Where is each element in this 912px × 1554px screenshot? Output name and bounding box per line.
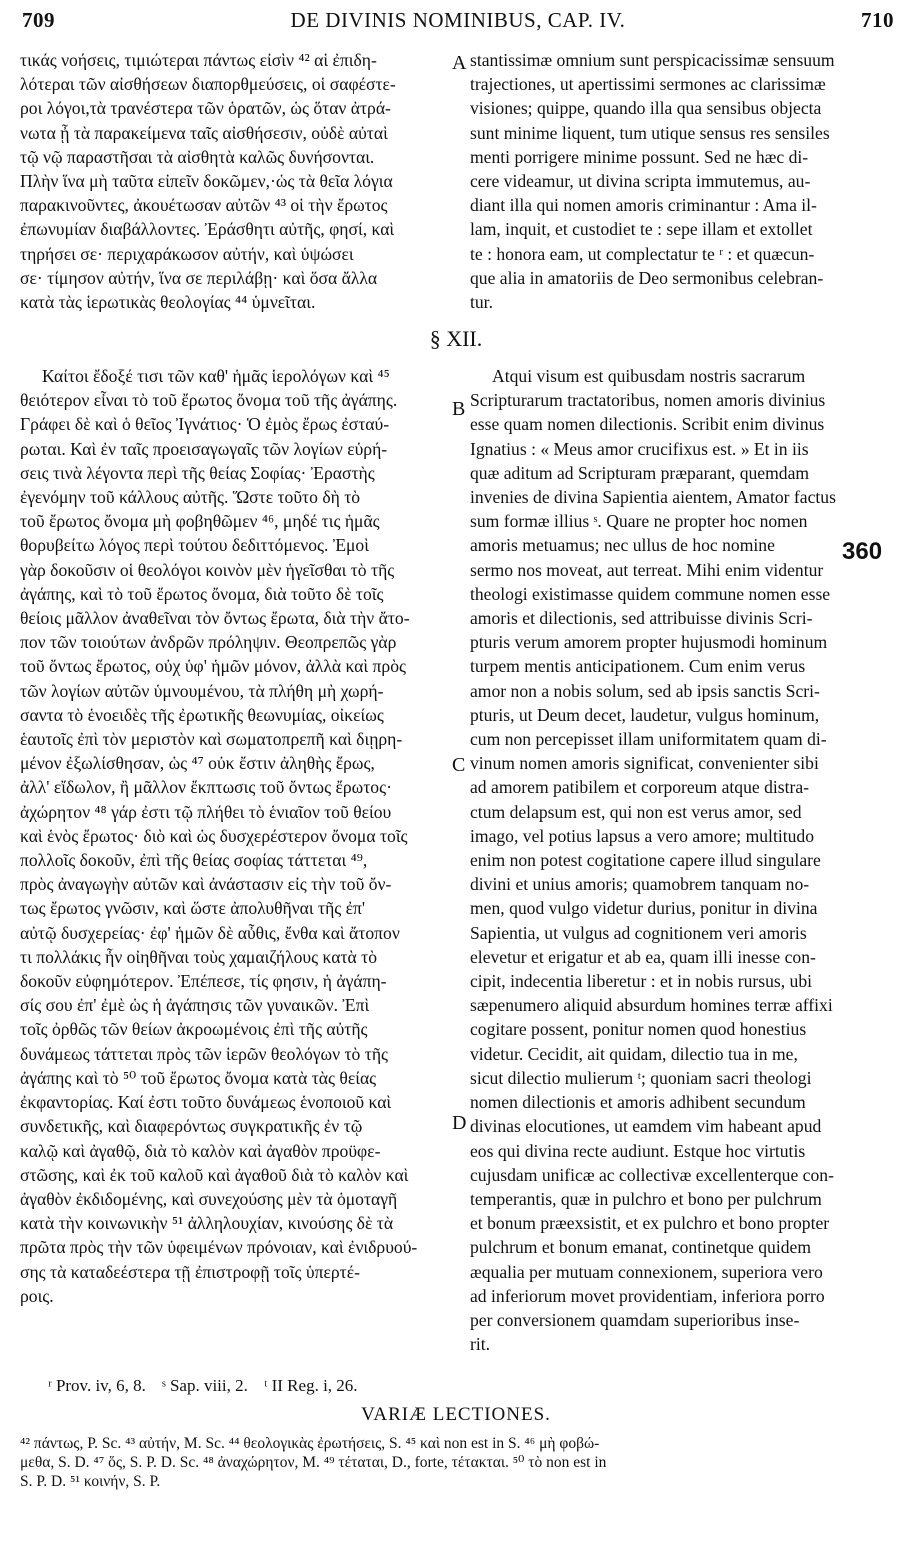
text-line: divini et unius amoris; quamobrem tanquam no- <box>470 874 810 895</box>
text-line: enim non potest cogitatione capere illud singulare <box>470 850 821 871</box>
text-line: amoris et dilectionis, sed attribuisse divinis Scri- <box>470 608 813 629</box>
text-line: κατὰ τὰς ἱερωτικὰς θεολογίας ⁴⁴ ὑμνεῖται. <box>20 292 316 313</box>
text-line: turpem mentis anticipationem. Cum enim verus <box>470 656 806 677</box>
footnote: ˢ Sap. viii, 2. <box>162 1376 248 1395</box>
text-line: que alia in amatoriis de Deo sermonibus celebran- <box>470 267 824 288</box>
text-line: vinum nomen amoris significat, convenienter sibi <box>470 753 819 774</box>
text-line: quæ aditum ad Scripturam præparant, quemdam <box>470 462 810 483</box>
text-line: per conversionem quamdam superioribus inse- <box>470 1309 800 1330</box>
text-line: pturis, ut Deum decet, laudetur, vulgus hominum, <box>470 704 820 725</box>
greek-column-top <box>20 48 450 318</box>
text-line: ἀλλ' εἴδωλον, ἢ μᾶλλον ἔκπτωσις τοῦ ὄντως ἔρωτος· <box>20 777 392 798</box>
text-line: æqualia per mutuam connexionem, superiora vero <box>470 1261 823 1282</box>
text-line: πολλοῖς δοκοῦν, ἐπὶ τῆς θείας σοφίας τάττεται ⁴⁹, <box>20 850 368 871</box>
text-line: σίς σου ἐπ' ἐμὲ ὡς ἡ ἀγάπησις τῶν γυναικῶν. Ἐπὶ <box>20 995 370 1016</box>
text-line: τοῦ ὄντως ἔρωτος, οὐχ ὑφ' ἡμῶν μόνον, ἀλλὰ καὶ πρὸς <box>20 656 406 677</box>
text-line: σαντα τὸ ἑνοειδὲς τῆς ἐρωτικῆς θεωνυμίας, οἰκείως <box>20 704 384 725</box>
text-line: esse quam nomen dilectionis. Scribit enim divinus <box>470 414 825 435</box>
text-line: στῶσης, καὶ ἐκ τοῦ καλοῦ καὶ ἀγαθοῦ διὰ τὸ καλὸν καὶ <box>20 1164 409 1185</box>
text-line: ctum delapsum est, qui non est verus amor, sed <box>470 801 802 822</box>
text-line: λότεραι τῶν αἰσθήσεων διαπορθμεύσεις, οἱ σαφέστε- <box>20 74 396 95</box>
text-line: Ignatius : « Meus amor crucifixus est. » Et in iis <box>470 438 809 459</box>
text-line: lam, inquit, et custodiet te : sepe illam et extollet <box>470 219 813 240</box>
text-line: γὰρ δοκοῦσιν οἱ θεολόγοι κοινὸν μὲν ἡγεῖσθαι τὸ τῆς <box>20 559 395 580</box>
text-line: δυνάμεως τάττεται πρὸς τῶν ἱερῶν θεολόγων τὸ τῆς <box>20 1043 388 1064</box>
text-line: diant illa qui nomen amoris criminantur : Ama il- <box>470 195 817 216</box>
text-line: te : honora eam, ut complectatur te ʳ : et quæcun- <box>470 243 815 264</box>
text-line: cum non percepisset illam uniformitatem quam di- <box>470 729 827 750</box>
text-line: amoris metuamus; nec ullus de hoc nomine <box>470 535 775 556</box>
text-line: τικάς νοήσεις, τιμιώτεραι πάντως εἰσὶν ⁴² αἱ ἐπιδη- <box>20 50 377 70</box>
text-line: ἑαυτοῖς ἐπὶ τὸν μεριστὸν καὶ σωματοπρεπῆ καὶ διῃρη- <box>20 729 403 750</box>
text-line: sermo nos moveat, aut terreat. Mihi enim videntur <box>470 559 824 580</box>
text-line: cipit, indecentia liberetur : et in nobis rursus, ubi <box>470 971 813 992</box>
text-line: πον τῶν τοιούτων ἀνδρῶν πρόληψιν. Θεοπρεπῶς γὰρ <box>20 632 397 653</box>
text-line: elevetur et erigatur et ab ea, quam illi inesse con- <box>470 946 816 967</box>
text-line: eos qui divina recte audiunt. Estque hoc virtutis <box>470 1140 806 1161</box>
text-line: ἀγάπης καὶ τὸ ⁵⁰ τοῦ ἔρωτος ὄνομα κατὰ τὰς θείας <box>20 1067 377 1088</box>
text-line: men, quod vulgo videtur durius, ponitur in divina <box>470 898 818 919</box>
text-line: καὶ ἑνὸς ἔρωτος· διὸ καὶ ὡς δυσχερέστερον ὄνομα τοῖς <box>20 825 408 846</box>
text-line: ἐγενόμην τοῦ κάλλους αὐτῆς. Ὥστε τοῦτο δὴ τὸ <box>20 487 361 508</box>
text-line: Πλὴν ἵνα μὴ ταῦτα εἰπεῖν δοκῶμεν,·ὡς τὰ θεῖα λόγια <box>20 171 393 192</box>
text-line: videtur. Cecidit, ait quidam, dilectio tua in me, <box>470 1043 798 1064</box>
text-line: δοκοῦν εὐφημότερον. Ἐπέπεσε, τίς φησιν, ἡ ἀγάπη- <box>20 971 387 992</box>
margin-letter-d: D <box>452 1112 467 1134</box>
text-line: σης τὰ καταδεέστερα τῇ ἐπιστροφῇ τοῖς ὑπερτέ- <box>20 1261 360 1282</box>
text-line: τοῖς ὀρθῶς τῶν θείων ἀκροωμένοις ἐπὶ τῆς αὐτῆς <box>20 1019 368 1040</box>
text-line: παρακινοῦντες, ἀκουέτωσαν αὐτῶν ⁴³ οἱ τὴν ἔρωτος <box>20 195 388 216</box>
text-line: pulchrum et bonum emanat, continetque quidem <box>470 1237 812 1258</box>
page-number-left: 709 <box>22 8 55 32</box>
text-line: stantissimæ omnium sunt perspicacissimæ sensuum <box>470 50 835 70</box>
text-line: πρῶτα πρὸς τὴν τῶν ὑφειμένων πρόνοιαν, καὶ ἐνιδρυού- <box>20 1237 418 1258</box>
variant-readings <box>20 1434 890 1491</box>
text-line: σεις τινὰ λέγοντα περὶ τῆς θείας Σοφίας· Ἐραστὴς <box>20 462 375 483</box>
text-line: θορυβείτω λόγος περὶ τούτου δεδιττόμενος. Ἐμοὶ <box>20 535 369 556</box>
text-line: pturis verum amorem propter hujusmodi hominum <box>470 632 828 653</box>
text-line: ἀγαθὸν ἐκδιδομένης, καὶ συνεχούσης μὲν τὰ ὁμοταγῆ <box>20 1188 398 1209</box>
text-line: ad inferiorum movet providentiam, inferiora porro <box>470 1285 825 1306</box>
text-line: ἀχώρητον ⁴⁸ γάρ ἐστι τῷ πλήθει τὸ ἑνιαῖον τοῦ θείου <box>20 801 392 822</box>
text-line: νωτα ᾖ τὰ παρακείμενα ταῖς αἰσθήσεσιν, οὐδὲ αὐταὶ <box>20 122 388 143</box>
text-line: τοῦ ἔρωτος ὄνομα μὴ φοβηθῶμεν ⁴⁶, μηδέ τις ἡμᾶς <box>20 511 380 532</box>
text-line: κατὰ τὴν κοινωνικὴν ⁵¹ ἀλληλουχίαν, κινούσης δὲ τὰ <box>20 1213 394 1234</box>
text-line: tur. <box>470 292 493 313</box>
text-line: ad amorem patibilem et corporeum atque distra- <box>470 777 810 798</box>
text-line: sum formæ illius ˢ. Quare ne propter hoc nomen <box>470 511 808 532</box>
variants-heading: VARIÆ LECTIONES. <box>361 1404 551 1425</box>
text-line: θείοις μᾶλλον ἀναθεῖναι τὸν ὄντως ἔρωτα, διὰ τὴν ἄτο- <box>20 608 410 629</box>
text-line: αὐτῷ δυσχερείας· ἐφ' ἡμῶν δὲ αὖθις, ἔνθα καὶ ἄτοπον <box>20 922 400 943</box>
text-line: τῶν λογίων αὐτῶν ὑμνουμένου, τὰ πλήθη μὴ χωρή- <box>20 680 384 701</box>
text-line: τηρήσει σε· περιχαράκωσον αὐτήν, καὶ ὑψώσει <box>20 243 354 264</box>
greek-column-main <box>20 364 450 1364</box>
text-line: cere videamur, ut divina scripta immutemus, au- <box>470 171 811 192</box>
text-line: sæpenumero aliquid absurdum homines terræ affixi <box>470 995 833 1016</box>
footnote: ʳ Prov. iv, 6, 8. <box>48 1376 146 1395</box>
text-line: cogitare possent, ponitur nomen quod honestius <box>470 1019 807 1040</box>
text-line: imago, vel potius lapsus a vero amore; multitudo <box>470 825 814 846</box>
text-line: ⁴² πάντως, P. Sc. ⁴³ αὐτήν, M. Sc. ⁴⁴ θεολογικὰς ἐρωτήσεις, S. ⁴⁵ καὶ non est in S. ⁴⁶ μὴ φοβώ- <box>20 1435 600 1452</box>
text-line: nomen dilectionis et amoris adhibent secundum <box>470 1092 806 1113</box>
footnotes <box>48 1376 370 1396</box>
text-line: Scripturarum tractatoribus, nomen amoris divinius <box>470 390 826 411</box>
text-line: Καίτοι ἔδοξέ τισι τῶν καθ' ἡμᾶς ἱερολόγων καὶ ⁴⁵ <box>42 366 390 386</box>
inline-page-number: 360 <box>842 538 883 565</box>
text-line: θειότερον εἶναι τὸ τοῦ ἔρωτος ὄνομα τοῦ τῆς ἀγάπης. <box>20 390 398 411</box>
text-line: sicut dilectio mulierum ᵗ; quoniam sacri theologi <box>470 1067 812 1088</box>
running-title: DE DIVINIS NOMINIBUS, CAP. IV. <box>290 8 626 32</box>
text-line: theologi existimasse quidem commune nomen esse <box>470 583 831 604</box>
text-line: Γράφει δὲ καὶ ὁ θεῖος Ἰγνάτιος· Ὁ ἐμὸς ἔρως ἐσταύ- <box>20 414 390 435</box>
text-line: ροις. <box>20 1285 54 1306</box>
text-line: sunt minime liquent, tum utique sensus res sensiles <box>470 122 830 143</box>
text-line: et bonum præexsistit, et ex pulchro et bono propter <box>470 1213 830 1234</box>
text-line: πρὸς ἀναγωγὴν αὐτῶν καὶ ἀνάστασιν εἰς τὴν τοῦ ὄν- <box>20 874 392 895</box>
text-line: μένον ἐξωλίσθησαν, ὡς ⁴⁷ οὐκ ἔστιν ἀληθὴς ἔρως, <box>20 753 375 774</box>
text-line: ἐκφαντορίας. Καί ἐστι τοῦτο δυνάμεως ἑνοποιοῦ καὶ <box>20 1092 392 1113</box>
latin-column-main <box>470 364 890 1374</box>
footnote: ᵗ II Reg. i, 26. <box>264 1376 358 1395</box>
text-line: divinas elocutiones, ut eamdem vim habeant apud <box>470 1116 822 1137</box>
text-line: τι πολλάκις ἦν οἰηθῆναι τοὺς χαμαιζήλους κατὰ τὸ <box>20 946 377 967</box>
text-line: S. P. D. ⁵¹ κοινήν, S. P. <box>20 1473 161 1490</box>
text-line: visiones; quippe, quando illa qua sensibus objecta <box>470 98 822 119</box>
running-header <box>22 8 894 36</box>
text-line: invenies de divina Sapientia aientem, Amator factus <box>470 487 836 508</box>
text-line: ρωται. Καὶ ἐν ταῖς προεισαγωγαῖς τῶν λογίων εὑρή- <box>20 438 388 459</box>
text-line: trajectiones, ut apertissimi sermones ac clarissimæ <box>470 74 826 95</box>
text-line: Sapientia, ut vulgus ad cognitionem veri amoris <box>470 922 807 943</box>
latin-column-top <box>470 48 890 318</box>
text-line: temperantis, quæ in pulchro et bono per pulchrum <box>470 1188 822 1209</box>
text-line: μεθα, S. D. ⁴⁷ ὅς, S. P. D. Sc. ⁴⁸ ἀναχώρητον, M. ⁴⁹ τέταται, D., forte, τέτακται. ⁵⁰ τὸ non est in <box>20 1454 607 1471</box>
text-line: συνδετικῆς, καὶ διαφερόντως συγκρατικῆς ἐν τῷ <box>20 1116 363 1137</box>
text-line: cujusdam unificæ ac collectivæ excellenterque con- <box>470 1164 834 1185</box>
margin-letter-a: A <box>452 52 467 74</box>
text-line: ἐπωνυμίαν διαβάλλοντες. Ἐράσθητι αὐτῆς, φησί, καὶ <box>20 219 395 240</box>
text-line: menti porrigere minime possunt. Sed ne hæc di- <box>470 146 809 167</box>
text-line: ἀγάπης, καὶ τὸ τοῦ ἔρωτος ὄνομα, διὰ τοῦτο δὲ τοῖς <box>20 583 384 604</box>
margin-letter-b: B <box>452 398 466 420</box>
text-line: Atqui visum est quibusdam nostris sacrarum <box>492 366 806 386</box>
text-line: amor non a nobis solum, sed ab ipsis sanctis Scri- <box>470 680 820 701</box>
page-number-right: 710 <box>861 8 894 32</box>
text-line: τως ἔρωτος γνῶσιν, καὶ ὥστε ἀπολυθῆναι τῆς ἐπ' <box>20 898 366 919</box>
margin-letter-c: C <box>452 754 466 776</box>
text-line: ροι λόγοι,τὰ τρανέστερα τῶν ὁρατῶν, ὡς ὅταν ἀτρά- <box>20 98 391 119</box>
text-line: τῷ νῷ παραστῆσαι τὰ αἰσθητὰ καλῶς δυνήσονται. <box>20 146 375 167</box>
text-line: rit. <box>470 1334 491 1355</box>
text-line: καλῷ καὶ ἀγαθῷ, διὰ τὸ καλὸν καὶ ἀγαθὸν προϋφε- <box>20 1140 381 1161</box>
text-line: σε· τίμησον αὐτήν, ἵνα σε περιλάβῃ· καὶ ὅσα ἄλλα <box>20 267 378 288</box>
section-heading: § XII. <box>429 326 483 351</box>
